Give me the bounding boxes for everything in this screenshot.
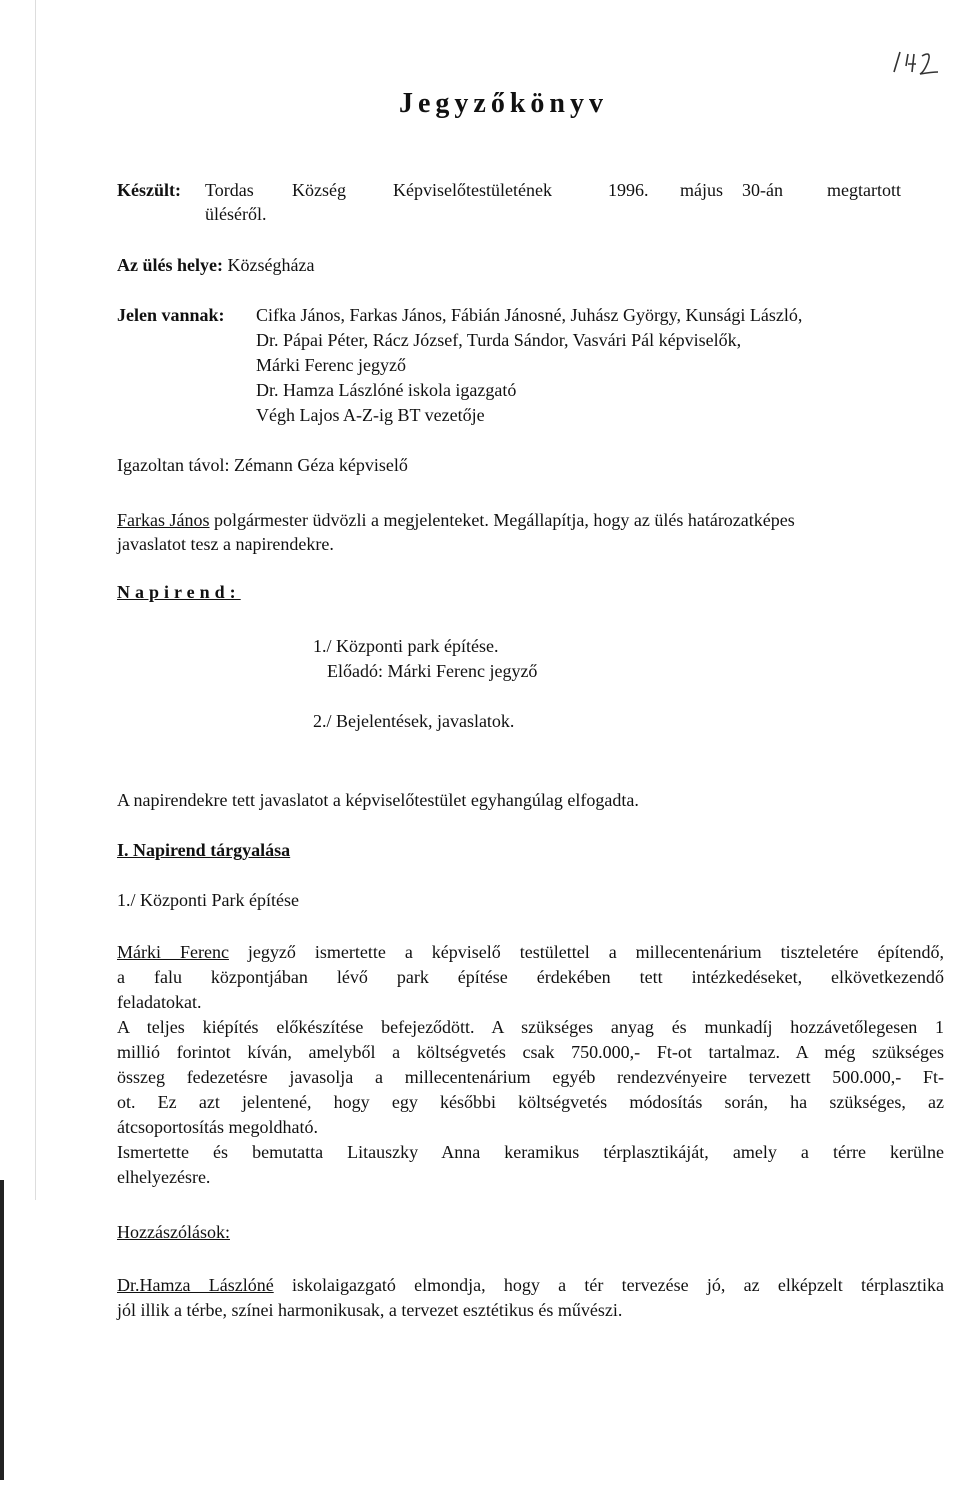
welcome-text: polgármester üdvözli a megjelenteket. Megállapítja, hogy az ülés határozatképes bbox=[214, 510, 795, 530]
discussion-item: 1./ Központi Park építése bbox=[117, 890, 299, 910]
para-line: Ismertette és bemutatta Litauszky Anna keramikus térplasztikáját, amely a térre kerülne bbox=[117, 1142, 944, 1162]
meeting-place-label: Az ülés helye: bbox=[117, 255, 223, 275]
attendees-line: Dr. Pápai Péter, Rácz József, Turda Sándor, Vasvári Pál képviselők, bbox=[256, 330, 742, 350]
meeting-place bbox=[117, 253, 314, 277]
attendees-line: Dr. Hamza Lászlóné iskola igazgató bbox=[256, 380, 517, 400]
para-line bbox=[117, 940, 944, 964]
agenda-item-2: 2./ Bejelentések, javaslatok. bbox=[313, 711, 515, 731]
agenda-item-1: 1./ Központi park építése. bbox=[313, 636, 499, 656]
para-line: ot. Ez azt jelentené, hogy egy későbbi költségvetés módosítás során, ha szükséges, az bbox=[117, 1092, 944, 1112]
para-line: A teljes kiépítés előkészítése befejeződött. A szükséges anyag és munkadíj hozzávetőlegesen 1 bbox=[117, 1017, 944, 1037]
document-title: Jegyzőkönyv bbox=[399, 88, 608, 119]
mayor-name: Farkas János bbox=[117, 510, 210, 530]
comment-line bbox=[117, 1273, 944, 1297]
absent-line: Igazoltan távol: Zémann Géza képviselő bbox=[117, 455, 408, 475]
keszult-word: megtartott bbox=[827, 180, 901, 200]
comments-heading: Hozzászólások: bbox=[117, 1222, 230, 1242]
para-line: elhelyezésre. bbox=[117, 1167, 211, 1187]
attendees-label: Jelen vannak: bbox=[117, 305, 225, 325]
keszult-word: Község bbox=[292, 180, 346, 200]
para-line: összeg fedezetésre javasolja a millecentenárium egyéb rendezvényeire tervezett 500.000,- Ft- bbox=[117, 1067, 944, 1087]
meeting-place-value: Községháza bbox=[227, 255, 315, 275]
para-line: feladatokat. bbox=[117, 992, 202, 1012]
para-line: a falu központjában lévő park építése érdekében tett intézkedéseket, elkövetkezendő bbox=[117, 967, 944, 987]
para-line: millió forintot kíván, amelyből a költségvetés csak 750.000,- Ft-ot tartalmaz. A még szükséges bbox=[117, 1042, 944, 1062]
attendees-line: Végh Lajos A-Z-ig BT vezetője bbox=[256, 405, 485, 425]
attendees-line: Márki Ferenc jegyző bbox=[256, 355, 406, 375]
comment-text: iskolaigazgató elmondja, hogy a tér tervezése jó, az elképzelt térplasztika bbox=[291, 1275, 945, 1295]
para-line: átcsoportosítás megoldható. bbox=[117, 1117, 318, 1137]
keszult-label: Készült: bbox=[117, 180, 181, 200]
scan-edge-mark bbox=[0, 1180, 4, 1480]
keszult-word: Tordas bbox=[205, 180, 254, 200]
commenter-name: Dr.Hamza Lászlóné bbox=[117, 1275, 274, 1295]
keszult-word: 1996. bbox=[608, 180, 649, 200]
keszult-line2: üléséről. bbox=[205, 204, 267, 224]
para-text: jegyző ismertette a képviselő testülettel a millecentenárium tiszteletére építendő, bbox=[247, 942, 944, 962]
keszult-word: 30-án bbox=[742, 180, 783, 200]
keszult-word: május bbox=[680, 180, 723, 200]
attendees-line: Cifka János, Farkas János, Fábián Jánosné, Juhász György, Kunsági László, bbox=[256, 305, 803, 325]
agenda-item-1-presenter: Előadó: Márki Ferenc jegyző bbox=[327, 661, 538, 681]
discussion-heading: I. Napirend tárgyalása bbox=[117, 840, 291, 860]
welcome-line2: javaslatot tesz a napirendekre. bbox=[117, 534, 334, 554]
agenda-accepted: A napirendekre tett javaslatot a képviselőtestület egyhangúlag elfogadta. bbox=[117, 790, 639, 810]
comment-line: jól illik a térbe, színei harmonikusak, a tervezet esztétikus és művészi. bbox=[117, 1300, 623, 1320]
keszult-word: Képviselőtestületének bbox=[393, 180, 552, 200]
scan-fold-line bbox=[35, 0, 36, 1200]
clerk-name: Márki Ferenc bbox=[117, 942, 229, 962]
handwritten-page-number bbox=[880, 42, 950, 82]
agenda-heading: Napirend: bbox=[117, 582, 241, 602]
welcome-line bbox=[117, 508, 795, 532]
